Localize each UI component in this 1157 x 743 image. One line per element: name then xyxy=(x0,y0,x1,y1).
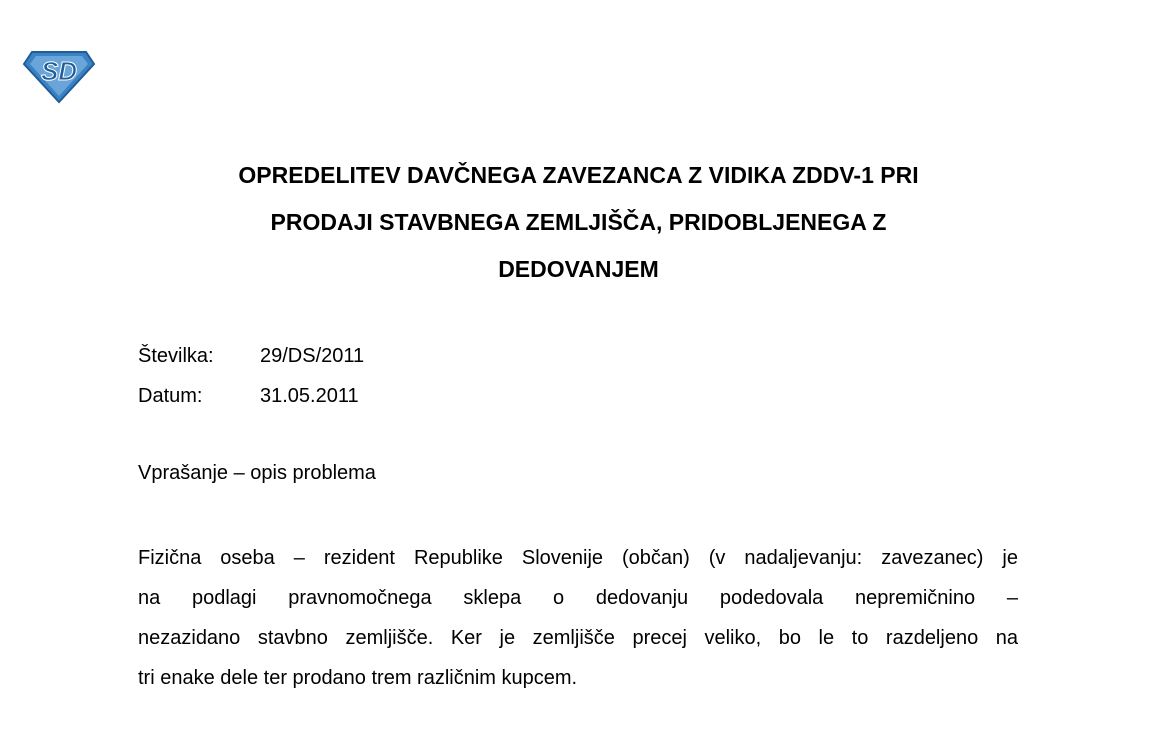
date-value: 31.05.2011 xyxy=(260,385,359,407)
sd-shield-logo-graphic xyxy=(22,48,96,104)
section-heading: Vprašanje – opis problema xyxy=(138,462,376,484)
body-line-3: nezazidano stavbno zemljišče. Ker je zemljišče precej veliko, bo le to razdeljeno na xyxy=(138,627,1018,649)
document-meta xyxy=(138,336,364,416)
body-line-1: Fizična oseba – rezident Republike Slovenije (občan) (v nadaljevanju: zavezanec) je xyxy=(138,547,1018,569)
number-label: Številka: xyxy=(138,345,214,367)
date-label: Datum: xyxy=(138,385,203,407)
title-line-2: PRODAJI STAVBNEGA ZEMLJIŠČA, PRIDOBLJENEGA Z xyxy=(270,209,887,235)
body-line-4: tri enake dele ter prodano trem različnim kupcem. xyxy=(138,667,578,689)
document-title xyxy=(140,152,1017,293)
body-paragraph xyxy=(138,538,1018,698)
number-value: 29/DS/2011 xyxy=(260,345,365,367)
sd-logo-icon xyxy=(22,48,96,104)
title-line-1: OPREDELITEV DAVČNEGA ZAVEZANCA Z VIDIKA ZDDV-1 PRI xyxy=(238,162,919,188)
number-row xyxy=(138,336,364,376)
body-line-2: na podlagi pravnomočnega sklepa o dedovanju podedovala nepremičnino – xyxy=(138,587,1018,609)
title-line-3: DEDOVANJEM xyxy=(498,256,659,282)
svg-text:SD: SD xyxy=(40,56,78,86)
date-row xyxy=(138,376,364,416)
